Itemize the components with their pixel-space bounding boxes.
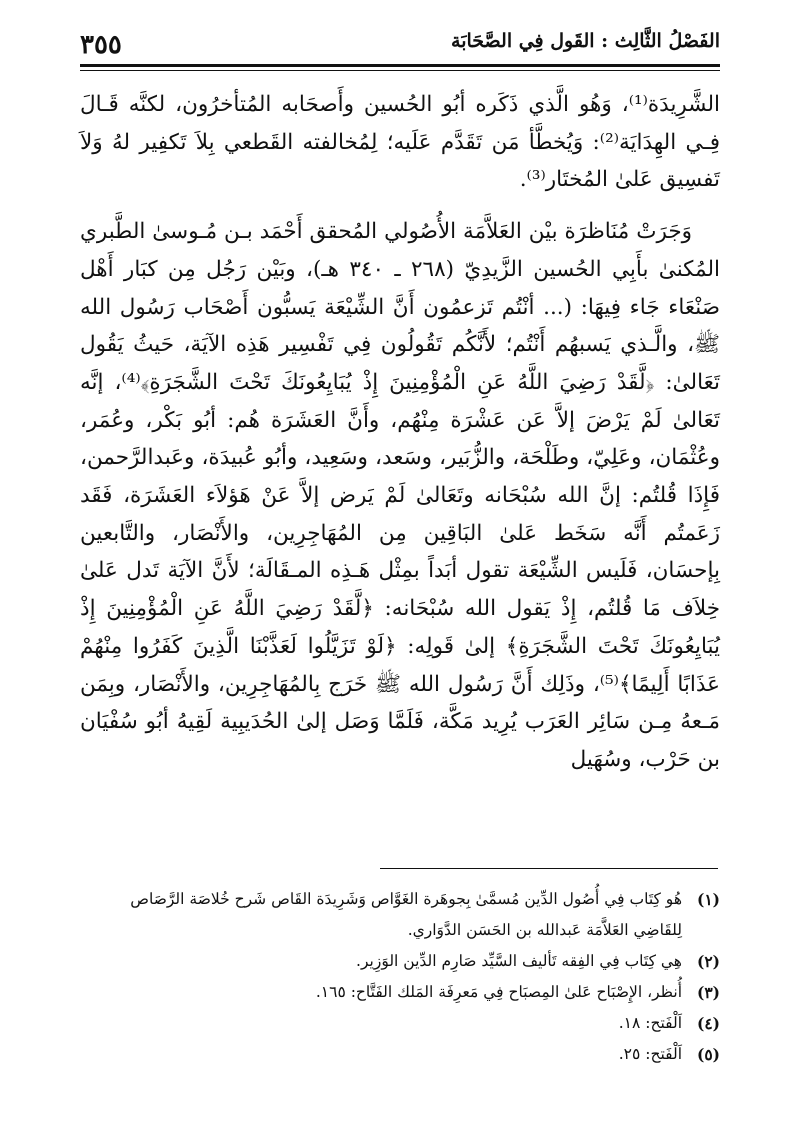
footnote-number: (٣) bbox=[696, 983, 720, 1002]
footnote-number: (٤) bbox=[696, 1014, 720, 1033]
footnote bbox=[80, 946, 720, 977]
header-rule bbox=[80, 64, 720, 67]
footnote-text: هِي كِتَاب فِي الفِقه تَأليف السَّيِّد صَارِم الدِّين الوَزِير. bbox=[356, 952, 682, 970]
footnote-number: (٥) bbox=[696, 1045, 720, 1064]
footnote bbox=[80, 977, 720, 1008]
footnote-text: أُنظر، الإِصْبَاح عَلىٰ المِصبَاح فِي مَعرِفَة المَلك الفَتَّاح: ١٦٥. bbox=[315, 983, 682, 1001]
paragraph: وَجَرَتْ مُنَاظرَة بيْن العَلاَّمَة الأُصُولي المُحقق أَحْمَد بـن مُـوسىٰ الطَّبري المُكنىٰ بأَبِي الحُسين الزَّيدِيّ (٢٦٨ ـ ٣٤٠ هـ)، وبَيْن رَجُل مِن كبَار أَهْل صَنْعَاء جَاء فِيهَا: (... أنْتُم تَزعمُون أَنَّ الشِّيْعَة يَسبُّون أَصْحَاب رَسُول الله ﷺ، والَّـذي يَسبهُم أَنْتُم؛ لأَنَّكُم تَقُولُون فِي تَفْسِير هَذِه الآيَة، حَيثُ يَقُول تَعَالىٰ: ﴿لَّقَدْ رَضِيَ اللَّهُ عَنِ الْمُؤْمِنِينَ إِذْ يُبَايِعُونَكَ تَحْتَ الشَّجَرَةِ﴾⁽⁴⁾، إنَّه تَعَالىٰ لَمْ يَرْضَ إلاَّ عَن عَشْرَة مِنْهُم، وأَنَّ العَشَرَة هُم: أبُو بَكْر، وعُمَر، وعُثْمَان، وعَلِيّ، وطَلْحَة، والزُّبَير، وسَعد، وسَعِيد، وأبُو عُبيدَة، وعَبدالرَّحمن، فَإِذَا قُلتُم: إنَّ الله سُبْحَانه وتَعَالىٰ لَمْ يَرض إلاَّ عَنْ هَؤلاَء العَشَرَة، فَقَد زَعَمتُم أَنَّه سَخَط عَلىٰ البَاقِين مِن المُهَاجِرِين، والأَنْصَار، والتَّابعين بِإحسَان، فَلَيس الشِّيْعَة تقول أبَداً بمِثْل هَـذِه المـقَالَة؛ لأَنَّ الآيَة تَدل عَلىٰ خِلاَف مَا قُلتُم، إِذْ يَقول الله سُبْحَانه: ﴿لَّقَدْ رَضِيَ اللَّهُ عَنِ الْمُؤْمِنِينَ إِذْ يُبَايِعُونَكَ تَحْتَ الشَّجَرَةِ﴾ إلىٰ قَولِه: ﴿لَوْ تَزَيَّلُوا لَعَذَّبْنَا الَّذِينَ كَفَرُوا مِنْهُمْ عَذَابًا أَلِيمًا﴾⁽⁵⁾، وذَلِك أَنَّ رَسُول الله ﷺ خَرَج بِالمُهَاجِرِين، والأَنْصَار، وبِمَن مَـعهُ مِـن سَائِر العَرَب يُرِيد مَكَّة، فَلَمَّا وَصَل إلىٰ الحُدَيبِية لَقِيهُ أبُو سُفْيَان بن حَرْب، وسُهَيل bbox=[80, 219, 721, 772]
footnote-number: (١) bbox=[696, 890, 720, 909]
footnote bbox=[80, 1039, 720, 1070]
header-rule-thin bbox=[80, 70, 720, 71]
page-number: ٣٥٥ bbox=[80, 30, 122, 60]
chapter-title: الفَصْلُ الثَّالِث : القَول فِي الصَّحَابَة bbox=[451, 30, 720, 52]
footnote-text: اَلْفَتح: ٢٥. bbox=[618, 1045, 682, 1063]
footnotes bbox=[80, 884, 720, 1070]
footnote-separator bbox=[380, 868, 718, 869]
footnote-number: (٢) bbox=[696, 952, 720, 971]
footnote-text: اَلْفَتح: ١٨. bbox=[618, 1014, 682, 1032]
footnote bbox=[80, 1008, 720, 1039]
main-text bbox=[80, 86, 720, 779]
footnote bbox=[80, 884, 720, 946]
paragraph: الشَّرِيدَة⁽¹⁾، وَهُو الَّذي ذَكَره أبُو الحُسين وأَصحَابه المُتأخرُون، لكنَّه قَـالَ فِـي الهِدَايَة⁽²⁾: وَيُخطَّأ مَن تَقَدَّم عَلَيه؛ لِمُخالفته القَطعي بِلاَ تَكفِير لهُ وَلاَ تَفسِيق عَلىٰ المُختَار⁽³⁾. bbox=[80, 92, 720, 193]
footnote-text: هُو كِتَاب فِي أُصُول الدِّين مُسمَّىٰ بِجوهَرة الغَوَّاص وَشَرِيدَة القَاص شَرح خُلاصَة الرَّصَاص لِلقَاضِي العَلاَّمَة عَبدالله بن الحَسَن الدَّوَاري. bbox=[130, 890, 682, 939]
